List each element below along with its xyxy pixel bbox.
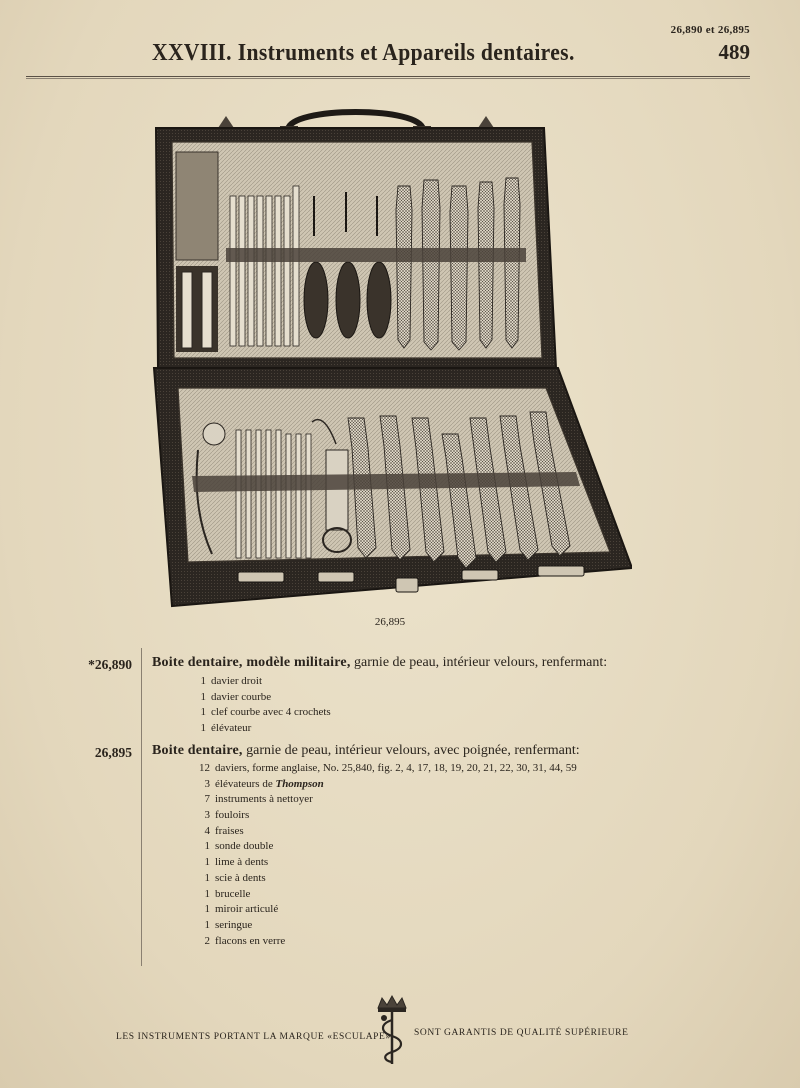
item-text: fraises bbox=[215, 824, 244, 837]
list-item bbox=[194, 690, 331, 706]
caduceus-crown-icon bbox=[370, 994, 414, 1066]
contents-list bbox=[198, 761, 577, 949]
entry-heading bbox=[152, 743, 580, 759]
item-quantity: 1 bbox=[204, 887, 210, 900]
page-number: 489 bbox=[718, 40, 750, 64]
item-quantity: 1 bbox=[200, 706, 206, 719]
figure-caption: 26,895 bbox=[374, 616, 406, 628]
item-quantity: 12 bbox=[199, 762, 210, 774]
list-item bbox=[198, 934, 577, 950]
list-item bbox=[198, 808, 577, 824]
item-quantity: 1 bbox=[204, 918, 210, 931]
header-rule bbox=[26, 76, 750, 79]
item-quantity: 1 bbox=[204, 871, 210, 884]
item-text: fouloirs bbox=[215, 809, 250, 822]
item-quantity: 1 bbox=[200, 675, 206, 687]
list-item bbox=[198, 902, 577, 918]
list-item bbox=[194, 721, 331, 737]
column-divider bbox=[141, 648, 142, 966]
catalog-number: *26,890 bbox=[88, 657, 132, 672]
entry-heading bbox=[152, 655, 607, 671]
list-item bbox=[198, 792, 577, 808]
catalog-number: 26,895 bbox=[94, 745, 132, 760]
item-text: sonde double bbox=[215, 840, 274, 853]
entry-description: garnie de peau, intérieur velours, renfermant: bbox=[350, 655, 608, 670]
footer-guarantee-right: SONT GARANTIS DE QUALITÉ SUPÉRIEURE bbox=[414, 1028, 629, 1038]
list-item bbox=[198, 855, 577, 871]
item-text: élévateurs de bbox=[215, 777, 276, 790]
section-title: XXVIII. Instruments et Appareils dentaires. bbox=[152, 40, 575, 66]
item-emphasis: Thompson bbox=[275, 777, 324, 790]
item-text: davier droit bbox=[211, 675, 263, 687]
list-item bbox=[198, 761, 577, 777]
item-quantity: 1 bbox=[204, 856, 210, 869]
contents-list bbox=[194, 674, 331, 737]
item-text: scie à dents bbox=[215, 871, 266, 884]
item-quantity: 3 bbox=[204, 809, 210, 822]
list-item bbox=[198, 918, 577, 934]
list-item bbox=[198, 824, 577, 840]
item-text: brucelle bbox=[215, 887, 251, 900]
item-text: instruments à nettoyer bbox=[215, 793, 313, 806]
list-item bbox=[198, 871, 577, 887]
entry-description: garnie de peau, intérieur velours, avec poignée, renfermant: bbox=[242, 743, 580, 758]
list-item bbox=[198, 887, 577, 903]
item-text: clef courbe avec 4 crochets bbox=[211, 706, 331, 719]
list-item bbox=[194, 705, 331, 721]
item-quantity: 7 bbox=[204, 793, 210, 806]
item-text: élévateur bbox=[211, 722, 252, 735]
item-quantity: 4 bbox=[204, 824, 210, 837]
item-text: seringue bbox=[215, 918, 253, 931]
item-quantity: 1 bbox=[200, 722, 206, 735]
list-item bbox=[194, 674, 331, 690]
item-quantity: 1 bbox=[204, 903, 210, 916]
item-text: miroir articulé bbox=[215, 903, 279, 916]
footer-guarantee-left: LES INSTRUMENTS PORTANT LA MARQUE «ESCULAPE» bbox=[116, 1032, 391, 1042]
entry-name: Boite dentaire, bbox=[152, 743, 243, 758]
item-text: daviers, forme anglaise, No. 25,840, fig. 2, 4, 17, 18, 19, 20, 21, 22, 30, 31, 44, 59 bbox=[215, 762, 577, 774]
list-item bbox=[198, 777, 577, 793]
item-text: davier courbe bbox=[211, 690, 272, 703]
catalog-number-range: 26,890 et 26,895 bbox=[670, 24, 750, 36]
item-text: lime à dents bbox=[215, 856, 269, 869]
item-quantity: 1 bbox=[204, 840, 210, 853]
list-item bbox=[198, 839, 577, 855]
item-quantity: 3 bbox=[204, 777, 210, 790]
entry-name: Boite dentaire, modèle militaire, bbox=[152, 655, 351, 670]
item-text: flacons en verre bbox=[215, 934, 286, 947]
item-quantity: 2 bbox=[204, 934, 210, 947]
item-quantity: 1 bbox=[200, 690, 206, 703]
dental-case-illustration bbox=[148, 100, 632, 612]
